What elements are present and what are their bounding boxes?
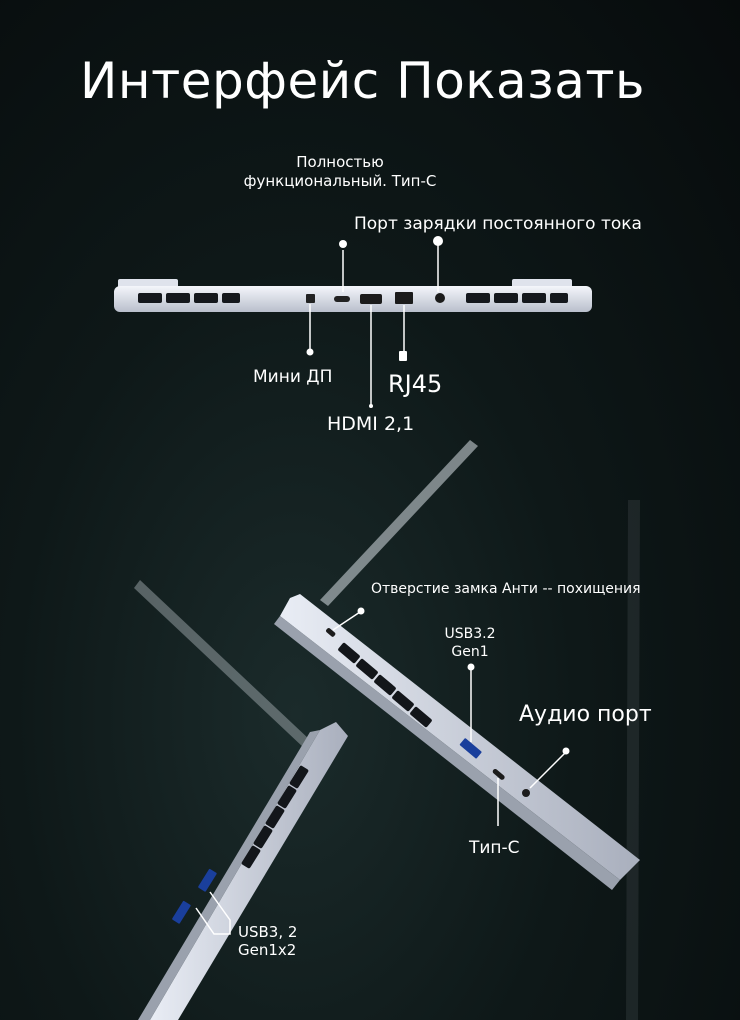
rear-left-vents [138, 293, 240, 303]
rear-laptop-view [114, 236, 592, 408]
usb-right-label-1: USB3.2 [444, 626, 496, 642]
rj45-label: RJ45 [388, 370, 443, 398]
type-c-port [334, 296, 350, 302]
left-side-laptop [138, 722, 348, 1020]
page-title: Интерфейс Показать [80, 52, 645, 110]
type-c-label-1: Полностью [296, 153, 384, 171]
dc-port [435, 293, 445, 303]
dc-port-label: Порт зарядки постоянного тока [354, 214, 642, 234]
mini-dp-port [306, 294, 315, 303]
usb-left-label-2: Gen1x2 [238, 941, 297, 959]
rj45-port [395, 292, 413, 304]
usb-left-label-1: USB3, 2 [238, 923, 298, 941]
audio-port-label: Аудио порт [519, 702, 652, 727]
mini-dp-label: Мини ДП [253, 367, 333, 387]
type-c-right-label: Тип-C [469, 838, 520, 858]
usb-right-label-2: Gen1 [451, 644, 489, 660]
type-c-label-2: функциональный. Тип-C [243, 172, 437, 190]
rear-right-vents [466, 293, 568, 303]
hdmi-label: HDMI 2,1 [327, 413, 415, 435]
lock-hole-label: Отверстие замка Анти -- похищения [371, 581, 641, 597]
hdmi-port [360, 294, 382, 304]
